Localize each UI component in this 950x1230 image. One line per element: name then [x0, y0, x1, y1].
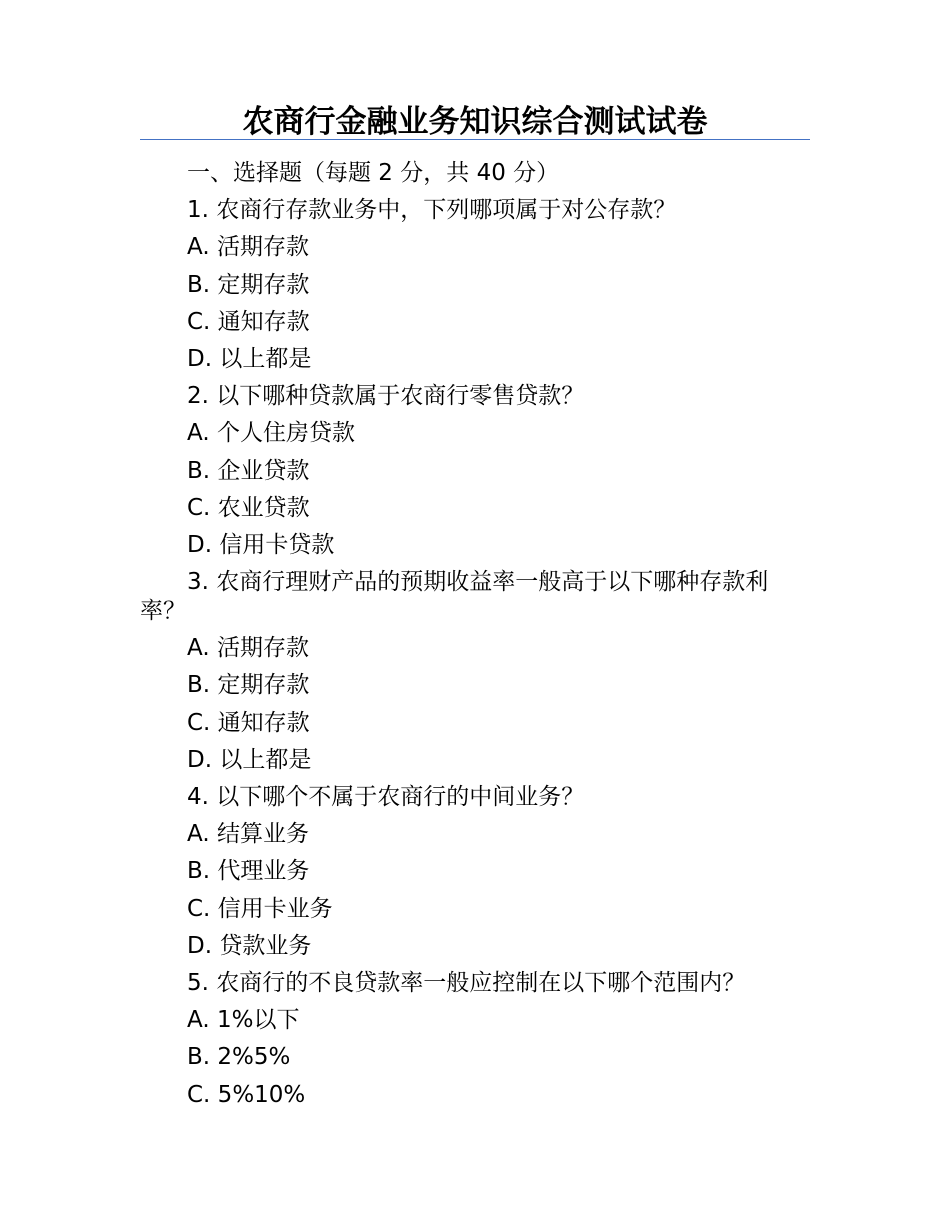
question-5-option-c: C. 5%10% [187, 1081, 306, 1108]
section-heading: 一、选择题（每题 2 分，共 40 分） [187, 160, 560, 186]
question-5: 5. 农商行的不良贷款率一般应控制在以下哪个范围内？ [187, 970, 746, 997]
question-5-option-b: B. 2%5% [187, 1044, 291, 1071]
question-3-option-d: D. 以上都是 [187, 746, 312, 773]
question-2-option-a: A. 个人住房贷款 [187, 420, 355, 447]
question-3: 3. 农商行理财产品的预期收益率一般高于以下哪种存款利率？ [140, 569, 769, 625]
question-1-option-d: D. 以上都是 [187, 346, 312, 373]
question-1-option-c: C. 通知存款 [187, 308, 310, 335]
question-2: 2. 以下哪种贷款属于农商行零售贷款？ [187, 383, 585, 410]
question-3-option-a: A. 活期存款 [187, 635, 309, 662]
question-3-option-c: C. 通知存款 [187, 709, 310, 736]
question-2-option-d: D. 信用卡贷款 [187, 532, 335, 559]
question-3-option-b: B. 定期存款 [187, 672, 310, 699]
question-2-option-c: C. 农业贷款 [187, 494, 310, 521]
question-4-option-d: D. 贷款业务 [187, 932, 312, 959]
document-body [140, 155, 812, 1114]
question-1-option-a: A. 活期存款 [187, 234, 309, 261]
question-1-option-b: B. 定期存款 [187, 271, 310, 298]
question-1: 1. 农商行存款业务中，下列哪项属于对公存款？ [187, 197, 677, 224]
question-4-option-a: A. 结算业务 [187, 821, 309, 848]
question-4-option-c: C. 信用卡业务 [187, 895, 333, 922]
document-title: 农商行金融业务知识综合测试试卷 [242, 104, 708, 140]
question-4-option-b: B. 代理业务 [187, 858, 310, 885]
question-4: 4. 以下哪个不属于农商行的中间业务？ [187, 784, 585, 811]
question-2-option-b: B. 企业贷款 [187, 457, 310, 484]
question-5-option-a: A. 1%以下 [187, 1007, 300, 1034]
title-underline [140, 139, 810, 140]
